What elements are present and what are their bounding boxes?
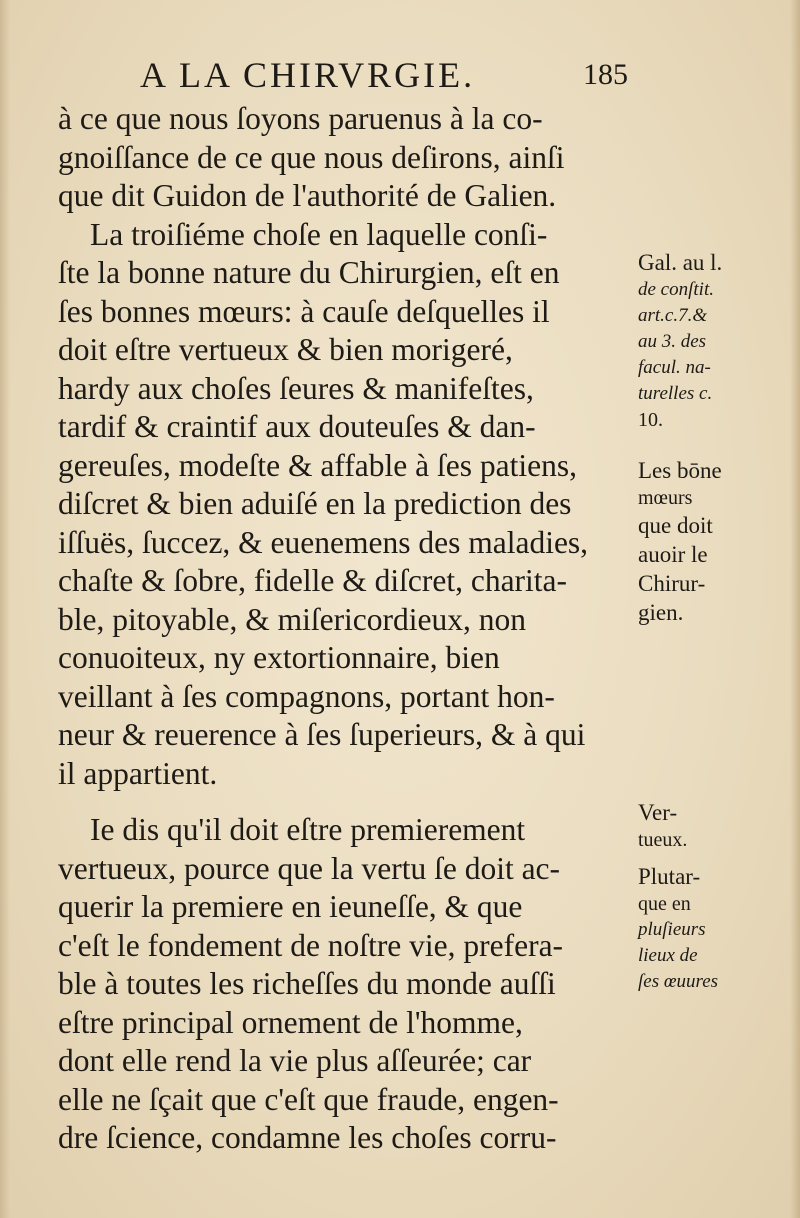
margin-note-line: gien. xyxy=(638,600,684,625)
text-line: tardif & craintif aux douteuſes & dan- xyxy=(58,409,536,444)
text-line: iſſuës, ſuccez, & euenemens des maladies, xyxy=(58,524,589,560)
text-line: veillant à ſes compagnons, portant hon- xyxy=(58,678,555,714)
text-line: hardy aux choſes ſeures & manifeſtes, xyxy=(58,370,534,406)
margin-note-virtuous xyxy=(638,798,798,853)
text-line: vertueux, pource que la vertu ſe doit ac- xyxy=(58,850,561,886)
margin-note-line: facul. na- xyxy=(638,357,711,378)
paragraph-gap xyxy=(58,793,634,811)
text-line: que dit Guidon de l'authorité de Galien. xyxy=(58,178,557,213)
margin-note-line: tueux. xyxy=(638,829,688,851)
margin-note-morals xyxy=(638,456,798,627)
text-line: ſte la bonne nature du Chirurgien, eſt en xyxy=(58,255,560,290)
page-shadow-left xyxy=(0,0,10,1218)
margin-note-line: 10. xyxy=(638,409,663,431)
text-line: gereuſes, modeſte & affable à ſes patiens, xyxy=(58,447,577,483)
text-line: ble à toutes les richeſſes du monde auſſi xyxy=(58,966,556,1001)
main-text xyxy=(58,100,634,1158)
margin-note-line: de conſtit. xyxy=(638,279,714,300)
text-line: gnoiſſance de ce que nous deſirons, ainſi xyxy=(58,139,565,175)
margin-note-line: ſes œuures xyxy=(638,971,719,992)
margin-note-line: mœurs xyxy=(638,487,693,509)
margin-note-plutarch xyxy=(638,862,798,995)
text-line: chaſte & ſobre, fidelle & diſcret, charita- xyxy=(58,563,568,598)
margin-note-line: que en xyxy=(638,893,691,915)
text-line: dre ſcience, condamne les choſes corru- xyxy=(58,1120,557,1155)
margin-note-line: que doit xyxy=(638,513,713,538)
margin-note-galen xyxy=(638,248,798,433)
margin-note-line: au 3. des xyxy=(638,331,707,352)
text-line: ble, pitoyable, & miſericordieux, non xyxy=(58,601,527,637)
text-line: neur & reuerence à ſes ſuperieurs, & à qui xyxy=(58,717,586,752)
margin-note-line: auoir le xyxy=(638,542,708,567)
margin-note-line: Chirur- xyxy=(638,571,706,596)
margin-note-line: Plutar- xyxy=(638,864,701,889)
text-line: eſtre principal ornement de l'homme, xyxy=(58,1004,523,1040)
margin-note-line: Gal. au l. xyxy=(638,250,723,275)
text-line: Ie dis qu'il doit eſtre premierement xyxy=(90,812,526,847)
margin-note-line: turelles c. xyxy=(638,383,713,404)
margin-note-line: Les bōne xyxy=(638,458,722,483)
text-line: La troiſiéme choſe en laquelle conſi- xyxy=(90,216,548,252)
page-header xyxy=(140,52,640,98)
margin-note-line: lieux de xyxy=(638,945,698,966)
text-line: doit eſtre vertueux & bien morigeré, xyxy=(58,332,513,367)
text-line: c'eſt le fondement de noſtre vie, prefera- xyxy=(58,927,564,963)
page-number: 185 xyxy=(583,58,628,91)
margin-note-line: pluſieurs xyxy=(638,919,706,940)
text-line: ſes bonnes mœurs: à cauſe deſquelles il xyxy=(58,293,550,329)
margin-note-line: Ver- xyxy=(638,800,678,825)
running-title: A LA CHIRVRGIE. xyxy=(140,55,476,95)
margin-note-line: art.c.7.& xyxy=(638,305,708,326)
text-line: elle ne ſçait que c'eſt que fraude, engen- xyxy=(58,1081,559,1117)
text-line: conuoiteux, ny extortionnaire, bien xyxy=(58,640,500,675)
text-line: dont elle rend la vie plus aſſeurée; car xyxy=(58,1043,532,1078)
text-line: à ce que nous ſoyons paruenus à la co- xyxy=(58,101,543,136)
text-line: diſcret & bien aduiſé en la prediction des xyxy=(58,486,572,521)
text-line: il appartient. xyxy=(58,755,218,791)
text-line: querir la premiere en ieuneſſe, & que xyxy=(58,889,523,924)
